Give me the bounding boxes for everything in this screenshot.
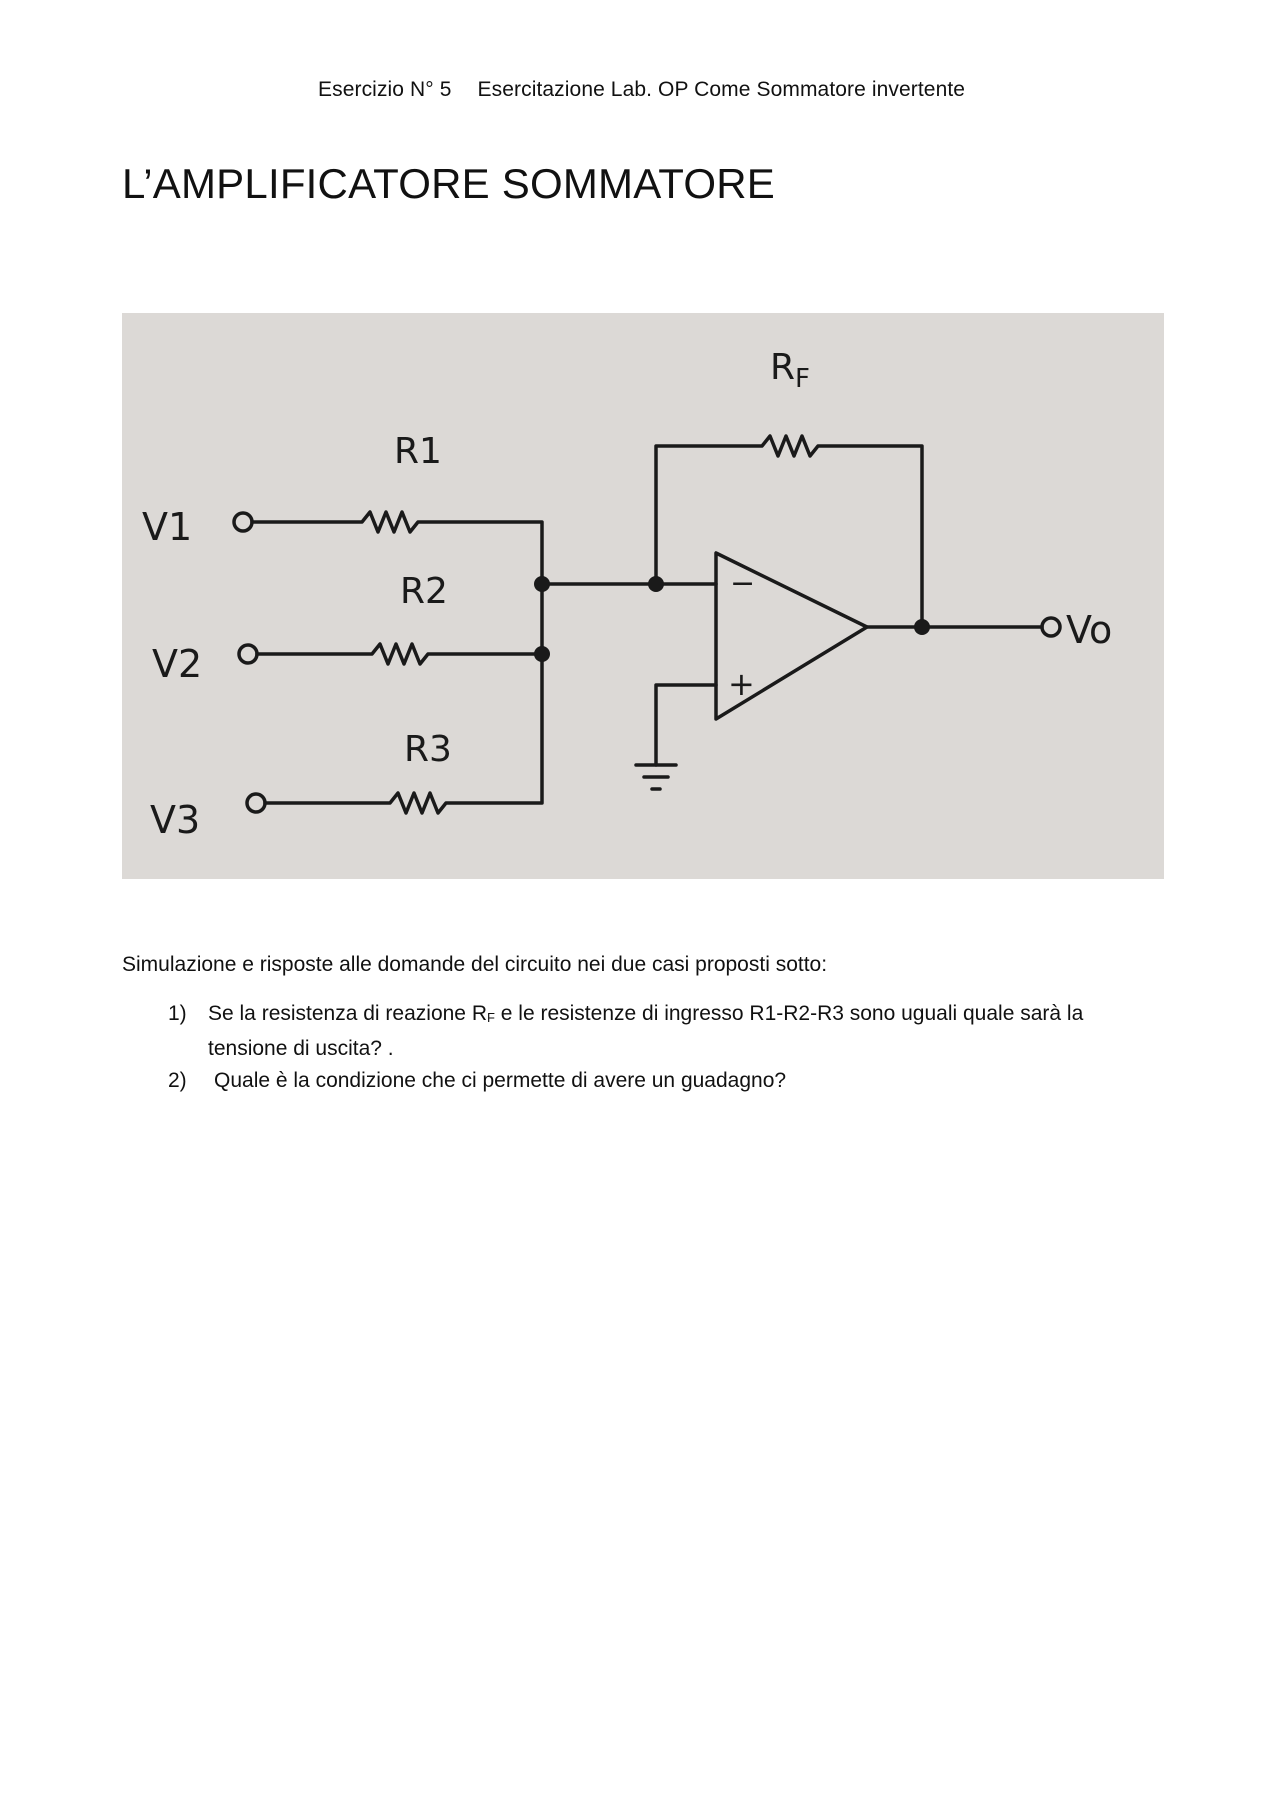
question-list (168, 998, 1128, 1097)
page-title: L’AMPLIFICATORE SOMMATORE (122, 160, 776, 207)
rf-resistor (656, 436, 922, 627)
v3-label: V3 (150, 798, 201, 842)
exercise-subtitle: Esercitazione Lab. OP Come Sommatore invertente (477, 78, 966, 101)
question-number: 1) (168, 1002, 187, 1025)
question-text: Quale è la condizione che ci permette di avere un guadagno? (214, 1069, 787, 1092)
r2-resistor (257, 644, 542, 664)
r3-label: R3 (404, 729, 452, 770)
r2-label: R2 (400, 571, 448, 612)
r1-resistor (252, 512, 542, 584)
ground-wire (656, 685, 716, 765)
v1-label: V1 (142, 505, 193, 549)
junction-dot (534, 646, 550, 662)
junction-dot (648, 576, 664, 592)
inverting-input-sign: − (730, 566, 756, 601)
v1-terminal (234, 513, 252, 531)
r1-label: R1 (394, 431, 442, 472)
list-item (168, 998, 1128, 1064)
r3-resistor (265, 584, 542, 813)
junction-dot (914, 619, 930, 635)
rf-label: $R_F$ (770, 347, 810, 394)
v2-label: V2 (152, 642, 203, 686)
list-item (168, 1065, 1128, 1096)
v3-terminal (247, 794, 265, 812)
vo-label: Vo (1066, 608, 1113, 652)
circuit-diagram (122, 313, 1164, 879)
exercise-number: Esercizio N° 5 (318, 78, 452, 101)
vo-terminal (1042, 618, 1060, 636)
question-text: Se la resistenza di reazione RF e le resistenze di ingresso R1-R2-R3 sono uguali quale sarà la tensione di uscita? . (208, 1002, 1084, 1060)
junction-dot (534, 576, 550, 592)
page-header (318, 78, 965, 102)
noninverting-input-sign: + (728, 665, 755, 703)
intro-text: Simulazione e risposte alle domande del circuito nei due casi proposti sotto: (122, 953, 828, 976)
question-number: 2) (168, 1069, 187, 1092)
circuit-svg (122, 313, 1164, 879)
v2-terminal (239, 645, 257, 663)
